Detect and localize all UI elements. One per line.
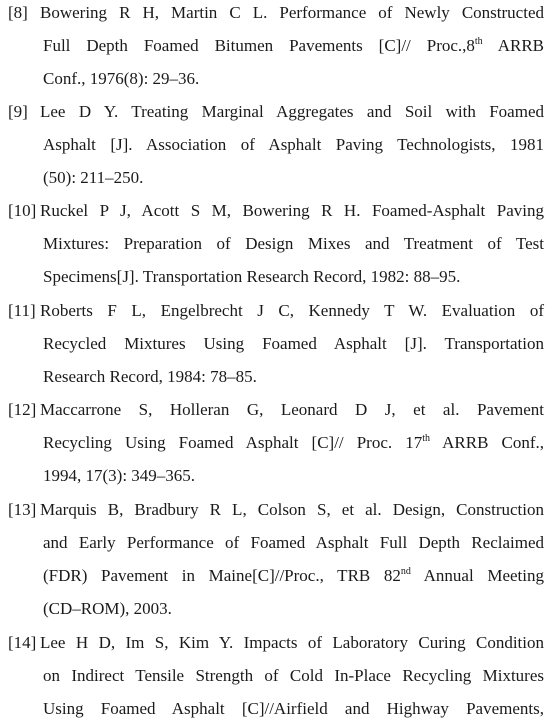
reference-number: [12] [8, 400, 37, 419]
reference-text: Lee H D, Im S, Kim Y. Impacts of Laboratory Curing Condition [40, 633, 544, 652]
reference-text: Recycling Using Foamed Asphalt [C]// Proc. 17 [43, 433, 423, 452]
reference-text: Lee D Y. Treating Marginal Aggregates and Soil with Foamed [40, 102, 544, 121]
reference-line: 1994, 17(3): 349–365. [43, 466, 196, 485]
reference-text: (FDR) Pavement in Maine[C]//Proc., TRB 82 [43, 566, 401, 585]
reference-line [43, 566, 544, 586]
reference-text: Annual Meeting [410, 566, 545, 585]
reference-line: Mixtures: Preparation of Design Mixes and Treatment of Test [43, 234, 544, 253]
reference-line: and Early Performance of Foamed Asphalt Full Depth Reclaimed [43, 533, 544, 552]
reference-text: ARRB Conf., [430, 433, 544, 452]
reference-line: Asphalt [J]. Association of Asphalt Paving Technologists, 1981 [43, 135, 544, 154]
superscript: nd [400, 566, 411, 577]
reference-line [8, 500, 544, 520]
reference-line: Research Record, 1984: 78–85. [43, 367, 257, 386]
reference-number: [11] [8, 301, 36, 320]
reference-text: Maccarrone S, Holleran G, Leonard D J, et al. Pavement [40, 400, 544, 419]
reference-line: Conf., 1976(8): 29–36. [43, 69, 200, 88]
reference-line: (CD–ROM), 2003. [43, 599, 172, 618]
superscript: th [474, 36, 483, 47]
reference-number: [9] [8, 102, 28, 121]
reference-line: Specimens[J]. Transportation Research Record, 1982: 88–95. [43, 267, 461, 286]
reference-text: ARRB [482, 36, 544, 55]
reference-line [43, 36, 544, 56]
reference-line [8, 201, 544, 221]
reference-line: on Indirect Tensile Strength of Cold In-Place Recycling Mixtures [43, 666, 544, 685]
reference-line: (50): 211–250. [43, 168, 144, 187]
reference-line: Recycled Mixtures Using Foamed Asphalt [J]. Transportation [43, 334, 544, 353]
reference-line [8, 102, 544, 122]
reference-line [43, 433, 544, 453]
reference-text: Marquis B, Bradbury R L, Colson S, et al. Design, Construction [40, 500, 544, 519]
reference-line [8, 301, 544, 321]
superscript: th [422, 433, 430, 444]
reference-line [8, 3, 544, 23]
reference-number: [10] [8, 201, 37, 220]
reference-line [8, 400, 544, 420]
reference-text: Ruckel P J, Acott S M, Bowering R H. Foamed-Asphalt Paving [40, 201, 544, 220]
reference-text: Roberts F L, Engelbrecht J C, Kennedy T W. Evaluation of [40, 301, 544, 320]
reference-text: Bowering R H, Martin C L. Performance of Newly Constructed [40, 3, 544, 22]
reference-line: Using Foamed Asphalt [C]//Airfield and Highway Pavements, [43, 699, 544, 718]
reference-number: [14] [8, 633, 37, 652]
reference-line [8, 633, 544, 653]
reference-number: [8] [8, 3, 28, 22]
reference-text: Full Depth Foamed Bitumen Pavements [C]// Proc.,8 [43, 36, 475, 55]
reference-number: [13] [8, 500, 37, 519]
